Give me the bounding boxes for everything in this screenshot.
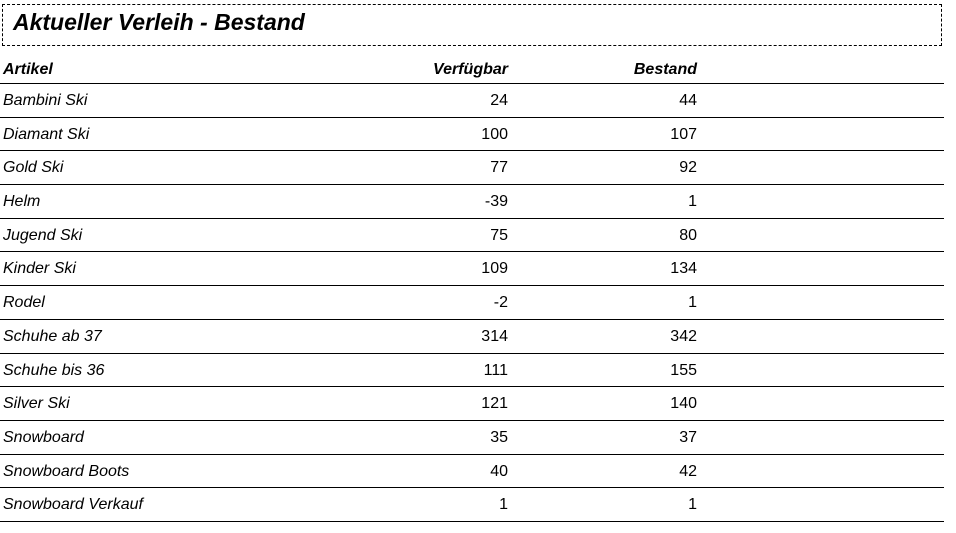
table-row bbox=[0, 387, 944, 421]
table-row bbox=[0, 455, 944, 489]
cell-artikel: Silver Ski bbox=[3, 395, 70, 413]
cell-artikel: Diamant Ski bbox=[3, 125, 90, 143]
cell-artikel: Snowboard Boots bbox=[3, 462, 130, 480]
cell-bestand: 134 bbox=[670, 260, 697, 278]
cell-bestand: 342 bbox=[670, 327, 697, 345]
cell-artikel: Snowboard Verkauf bbox=[3, 496, 143, 514]
report-title: Aktueller Verleih - Bestand bbox=[13, 9, 305, 35]
cell-verfuegbar: 77 bbox=[490, 159, 508, 177]
cell-verfuegbar: 75 bbox=[490, 226, 508, 244]
cell-artikel: Kinder Ski bbox=[3, 260, 76, 278]
cell-verfuegbar: 121 bbox=[481, 395, 508, 413]
cell-artikel: Snowboard bbox=[3, 428, 84, 446]
cell-bestand: 37 bbox=[679, 428, 697, 446]
inventory-table bbox=[0, 57, 944, 522]
table-row bbox=[0, 421, 944, 455]
cell-verfuegbar: 109 bbox=[481, 260, 508, 278]
cell-verfuegbar: 1 bbox=[499, 496, 508, 514]
table-row bbox=[0, 488, 944, 522]
cell-verfuegbar: 100 bbox=[481, 125, 508, 143]
cell-bestand: 1 bbox=[688, 496, 697, 514]
cell-artikel: Gold Ski bbox=[3, 159, 64, 177]
cell-bestand: 140 bbox=[670, 395, 697, 413]
cell-artikel: Rodel bbox=[3, 294, 45, 312]
cell-verfuegbar: 111 bbox=[483, 361, 508, 379]
header-verfuegbar: Verfügbar bbox=[433, 61, 508, 78]
cell-artikel: Schuhe bis 36 bbox=[3, 361, 105, 379]
cell-artikel: Schuhe ab 37 bbox=[3, 327, 102, 345]
table-row bbox=[0, 286, 944, 320]
table-row bbox=[0, 185, 944, 219]
cell-artikel: Helm bbox=[3, 193, 41, 211]
cell-verfuegbar: 314 bbox=[481, 327, 508, 345]
cell-bestand: 44 bbox=[679, 92, 697, 109]
cell-bestand: 1 bbox=[688, 294, 697, 312]
table-row bbox=[0, 84, 944, 118]
cell-verfuegbar: 35 bbox=[490, 428, 508, 446]
header-bestand: Bestand bbox=[633, 61, 697, 78]
table-row bbox=[0, 118, 944, 152]
table-row bbox=[0, 219, 944, 253]
cell-verfuegbar: -2 bbox=[493, 294, 508, 312]
cell-bestand: 92 bbox=[679, 159, 697, 177]
table-row bbox=[0, 354, 944, 388]
cell-bestand: 80 bbox=[679, 226, 697, 244]
cell-verfuegbar: 40 bbox=[490, 462, 508, 480]
report-title-box bbox=[2, 4, 942, 46]
header-artikel: Artikel bbox=[3, 61, 53, 78]
cell-bestand: 1 bbox=[688, 193, 697, 211]
cell-artikel: Jugend Ski bbox=[3, 226, 83, 244]
cell-artikel: Bambini Ski bbox=[3, 92, 88, 109]
cell-verfuegbar: 24 bbox=[490, 92, 508, 109]
cell-bestand: 155 bbox=[670, 361, 697, 379]
cell-bestand: 107 bbox=[670, 125, 697, 143]
table-row bbox=[0, 151, 944, 185]
table-header-row bbox=[0, 57, 944, 84]
cell-verfuegbar: -39 bbox=[484, 193, 508, 211]
cell-bestand: 42 bbox=[679, 462, 697, 480]
table-row bbox=[0, 252, 944, 286]
table-row bbox=[0, 320, 944, 354]
